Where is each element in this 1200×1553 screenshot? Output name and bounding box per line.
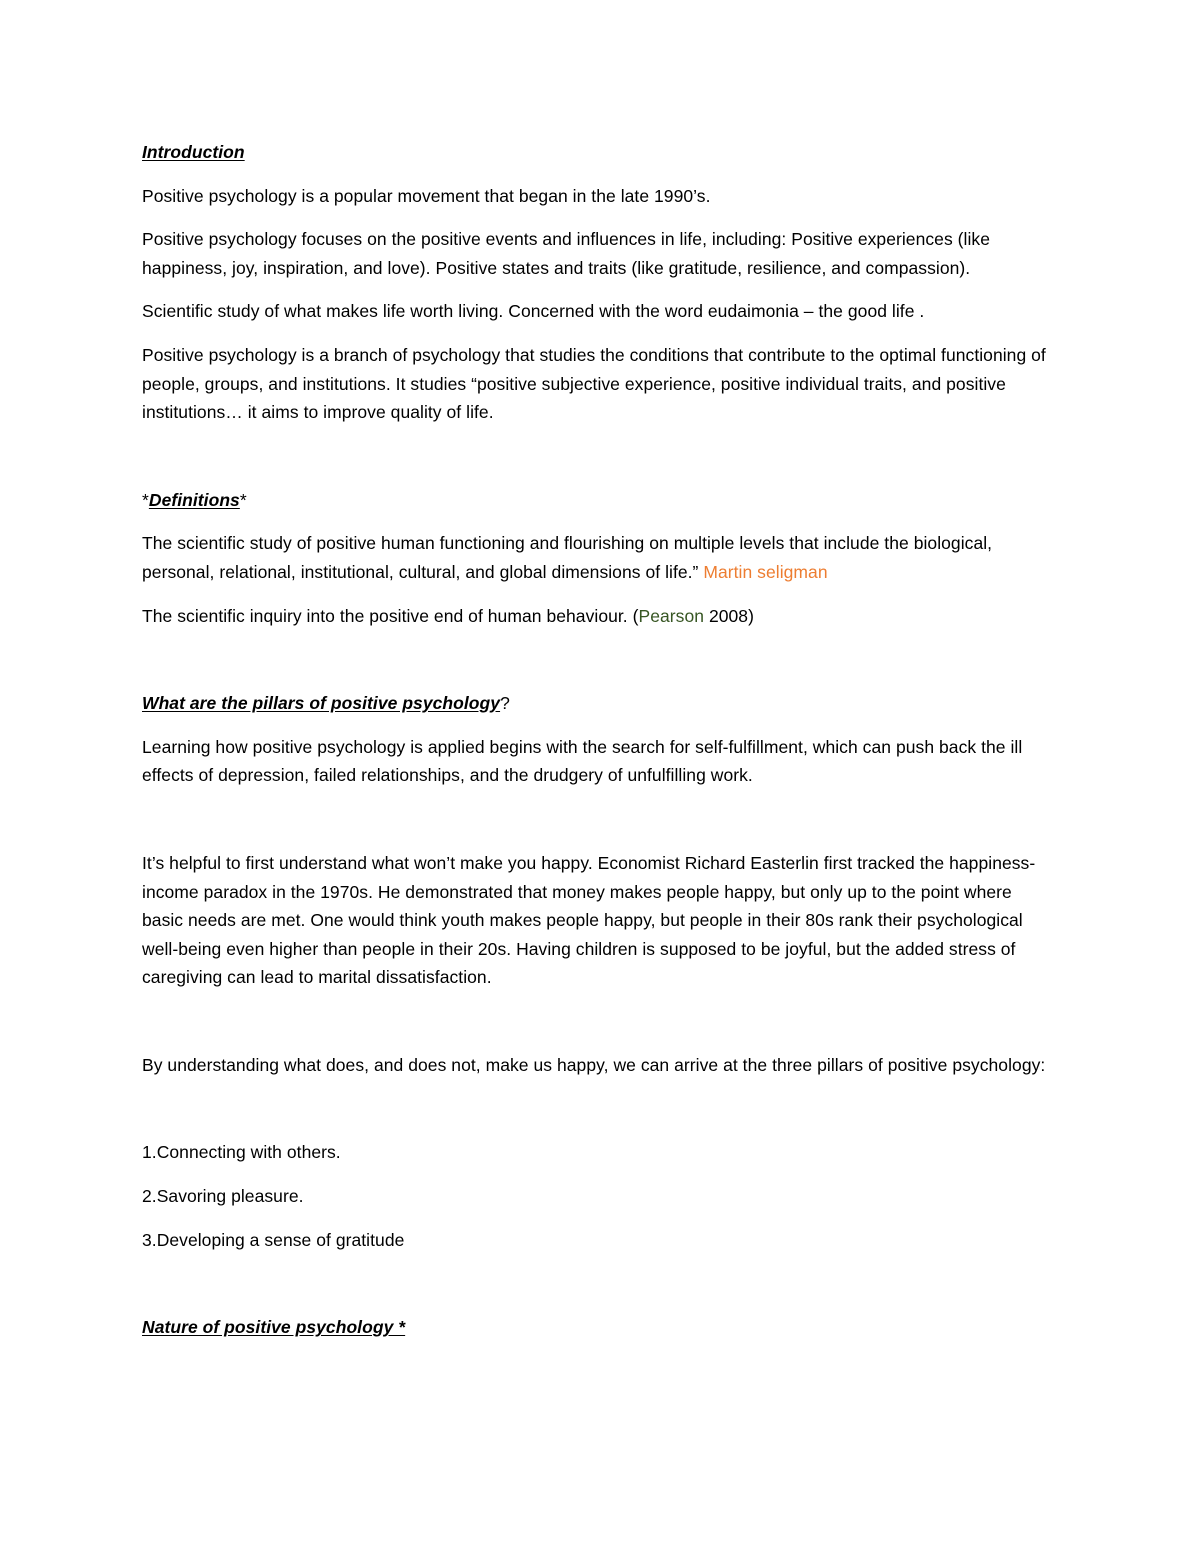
definition-1 (142, 529, 1057, 586)
intro-paragraph-2: Positive psychology focuses on the positive events and influences in life, including: Positive experiences (like happiness, joy, inspiration, and love). Positive states and traits (like gratitude, resilience, and compassion). (142, 229, 991, 278)
intro-paragraph-1: Positive psychology is a popular movement that began in the late 1990’s. (142, 185, 711, 206)
nature-heading: Nature of positive psychology * (142, 1317, 406, 1338)
pillar-item-1: 1.Connecting with others. (142, 1142, 341, 1163)
definition-2-year: 2008) (704, 605, 754, 626)
definition-2-text: The scientific inquiry into the positive end of human behaviour. ( (142, 605, 639, 626)
pillar-item-2: 2.Savoring pleasure. (142, 1186, 304, 1207)
intro-paragraph-3: Scientific study of what makes life worth living. Concerned with the word eudaimonia – the good life . (142, 301, 925, 322)
pillars-heading-text: What are the pillars of positive psychology (142, 693, 501, 714)
pillars-paragraph-1: Learning how positive psychology is applied begins with the search for self-fulfillment, which can push back the ill effects of depression, failed relationships, and the drudgery of unfulfilling work. (142, 736, 1023, 786)
definitions-heading-suffix: * (239, 489, 247, 510)
pillars-paragraph-2: It’s helpful to first understand what won’t make you happy. Economist Richard Easterlin first tracked the happiness-income paradox in the 1970s. He demonstrated that money makes people happy, but only up to the point where basic needs are met. One would think youth makes people happy, but people in their 80s rank their psychological well-being even higher than people in their 20s. Having children is supposed to be joyful, but the added stress of caregiving can lead to marital dissatisfaction. (142, 852, 1036, 988)
definition-2 (142, 602, 1057, 631)
spacer (142, 805, 1057, 849)
intro-paragraph-4: Positive psychology is a branch of psychology that studies the conditions that contribute to the optimal functioning of people, groups, and institutions. It studies “positive subjective experience, positive individual traits, and positive institutions… it aims to improve quality of life. (142, 344, 1046, 423)
introduction-heading: Introduction (142, 142, 245, 162)
pillars-heading-suffix: ? (500, 693, 510, 714)
document-body (142, 138, 1057, 1357)
spacer (142, 1094, 1057, 1138)
spacer (142, 1269, 1057, 1313)
definitions-heading-prefix: * (142, 489, 149, 510)
definitions-heading (142, 486, 1057, 515)
definitions-heading-text: Definitions (148, 489, 240, 510)
definition-2-author: Pearson (638, 605, 705, 626)
spacer (142, 442, 1057, 486)
definition-1-author: Martin seligman (703, 561, 828, 582)
pillars-heading (142, 689, 1057, 718)
definition-1-text: The scientific study of positive human functioning and flourishing on multiple levels that include the biological, personal, relational, institutional, cultural, and global dimensions of life.” (142, 533, 993, 582)
spacer (142, 1007, 1057, 1051)
pillars-paragraph-3: By understanding what does, and does not, make us happy, we can arrive at the three pillars of positive psychology: (142, 1054, 1046, 1075)
spacer (142, 645, 1057, 689)
pillar-item-3: 3.Developing a sense of gratitude (142, 1229, 405, 1250)
